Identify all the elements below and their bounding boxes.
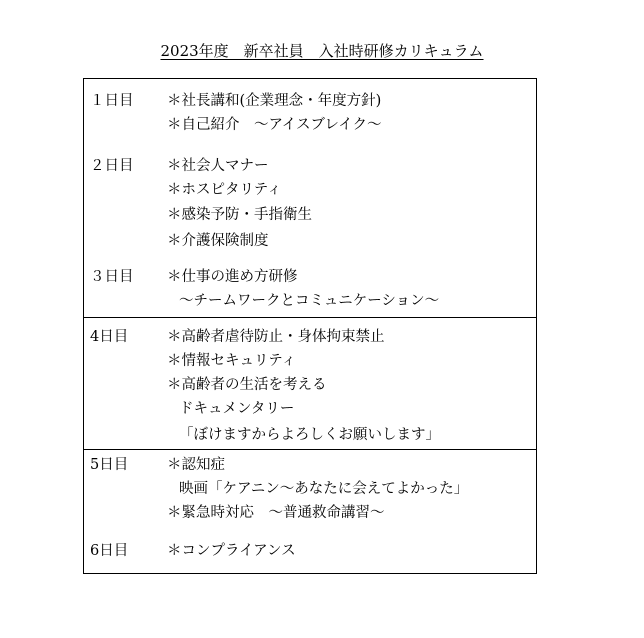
day4-line-5: 「ぼけますからよろしくお願いします」 <box>179 427 440 443</box>
day3-line-2: ～チームワークとコミュニケーション～ <box>179 293 440 309</box>
day3-line-1: ＊仕事の進め方研修 <box>167 269 298 285</box>
day4-line-3: ＊高齢者の生活を考える <box>167 377 327 393</box>
row-divider <box>84 317 536 318</box>
day4-line-4: ドキュメンタリー <box>179 401 295 417</box>
day-label-3: ３日目 <box>90 269 134 285</box>
day4-line-1: ＊高齢者虐待防止・身体拘束禁止 <box>167 329 385 345</box>
day5-line-3: ＊緊急時対応 ～普通救命講習～ <box>167 505 385 521</box>
day2-line-3: ＊感染予防・手指衛生 <box>167 207 312 223</box>
day-label-4: 4日目 <box>90 329 129 345</box>
day-label-6: 6日目 <box>90 543 129 559</box>
day-label-5: 5日目 <box>90 457 129 473</box>
day5-line-1: ＊認知症 <box>167 457 225 473</box>
day4-line-2: ＊情報セキュリティ <box>167 353 297 369</box>
page-title: 2023年度 新卒社員 入社時研修カリキュラム <box>160 42 484 60</box>
day-label-2: ２日目 <box>90 158 134 174</box>
day-label-1: １日目 <box>90 93 134 109</box>
day2-line-1: ＊社会人マナー <box>167 158 269 174</box>
day5-line-2: 映画「ケアニン～あなたに会えてよかった」 <box>179 481 469 497</box>
day2-line-4: ＊介護保険制度 <box>167 233 269 249</box>
day6-line-1: ＊コンプライアンス <box>167 543 296 559</box>
day1-line-1: ＊社長講和(企業理念・年度方針) <box>167 93 382 109</box>
day1-line-2: ＊自己紹介 ～アイスブレイク～ <box>167 117 382 133</box>
curriculum-table <box>83 78 537 574</box>
row-divider <box>84 449 536 450</box>
day2-line-2: ＊ホスピタリティ <box>167 182 282 198</box>
